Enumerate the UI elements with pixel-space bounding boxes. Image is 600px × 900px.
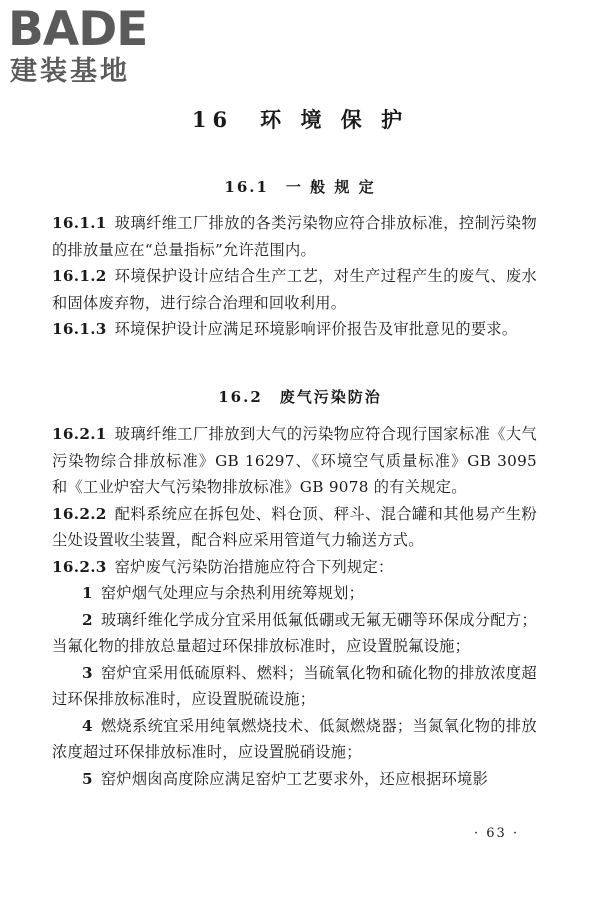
item-text: 窑炉烟气处理应与余热利用统筹规划； xyxy=(100,584,365,602)
clause-text: 环境保护设计应结合生产工艺，对生产过程产生的废气、废水和固体废弃物，进行综合治理和回收利用。 xyxy=(52,267,537,312)
list-item-1 xyxy=(52,580,537,607)
clause-number: 16.2.1 xyxy=(52,425,107,443)
clause-text: 环境保护设计应满足环境影响评价报告及审批意见的要求。 xyxy=(114,320,518,338)
list-item-5 xyxy=(52,766,537,793)
item-number: 1 xyxy=(82,584,93,602)
item-number: 2 xyxy=(82,610,93,629)
logo-brand-text: BADE xyxy=(8,2,148,57)
clause-16-2-2 xyxy=(52,501,537,554)
brand-logo xyxy=(8,4,183,92)
clause-16-1-1 xyxy=(52,210,537,263)
clause-text: 窑炉废气污染防治措施应符合下列规定： xyxy=(114,557,394,576)
clause-text: 玻璃纤维工厂排放到大气的污染物应符合现行国家标准《大气污染物综合排放标准》GB 16297、《环境空气质量标准》GB 3095 和《工业炉窑大气污染物排放标准》GB 9078 的有关规定。 xyxy=(52,425,537,496)
list-item-3 xyxy=(52,660,537,713)
chapter-title: 16 环 境 保 护 xyxy=(191,107,409,132)
list-item-2 xyxy=(52,607,537,660)
clause-16-1-2 xyxy=(52,263,537,316)
item-number: 5 xyxy=(82,769,93,788)
clause-16-2-3 xyxy=(52,554,537,581)
clause-number: 16.2.3 xyxy=(52,557,107,576)
clause-16-2-1 xyxy=(52,421,537,501)
clause-16-1-3 xyxy=(52,316,537,343)
list-item-4 xyxy=(52,713,537,766)
section-16-2-body xyxy=(52,421,537,792)
section-title-16-1: 16.1 一 般 规 定 xyxy=(224,178,376,196)
item-text: 窑炉宜采用低硫原料、燃料；当硫氧化物和硫化物的排放浓度超过环保排放标准时，应设置脱硫设施； xyxy=(52,663,537,708)
item-text: 燃烧系统宜采用纯氧燃烧技术、低氮燃烧器；当氮氧化物的排放浓度超过环保排放标准时，应设置脱硝设施； xyxy=(52,716,537,761)
clause-number: 16.1.2 xyxy=(52,267,107,285)
clause-number: 16.2.2 xyxy=(52,504,107,523)
logo-subtitle: 建装基地 xyxy=(10,56,130,87)
clause-number: 16.1.3 xyxy=(52,320,107,338)
item-number: 3 xyxy=(82,663,93,682)
clause-number: 16.1.1 xyxy=(52,214,107,232)
page-number: · 63 · xyxy=(474,826,520,841)
item-text: 玻璃纤维化学成分宜采用低氟低硼或无氟无硼等环保成分配方；当氟化物的排放总量超过环保排放标准时，应设置脱氟设施； xyxy=(52,610,537,655)
section-title-16-2: 16.2 废气污染防治 xyxy=(218,388,382,406)
clause-text: 玻璃纤维工厂排放的各类污染物应符合排放标准，控制污染物的排放量应在“总量指标”允许范围内。 xyxy=(52,214,537,259)
section-16-1-body xyxy=(52,210,537,343)
item-text: 窑炉烟囱高度除应满足窑炉工艺要求外，还应根据环境影 xyxy=(100,769,489,788)
clause-text: 配料系统应在拆包处、料仓顶、秤斗、混合罐和其他易产生粉尘处设置收尘装置，配合料应采用管道气力输送方式。 xyxy=(52,504,537,549)
item-number: 4 xyxy=(82,716,93,735)
